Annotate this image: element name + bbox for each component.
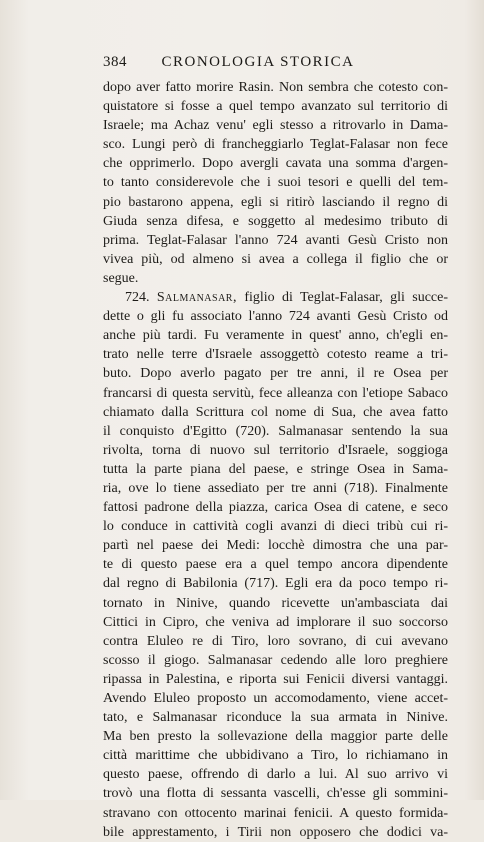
text-line: Cittici in Cipro, che veniva ad implorare il suo soccorso — [103, 614, 448, 630]
text-line: Israele; ma Achaz venu' egli stesso a ritrovarlo in Dama- — [103, 118, 448, 134]
text-line: segue. — [103, 270, 139, 286]
text-line: dopo aver fatto morire Rasin. Non sembra che cotesto con- — [103, 80, 448, 95]
text-line: città marittime che ubbidivano a Tiro, lo richiamano in — [103, 748, 448, 764]
text-line: partì nel paese dei Medi: locchè dimostra che una par- — [103, 538, 448, 554]
text-line: quistatore si fosse a quel tempo avanzato sul territorio di — [103, 99, 448, 115]
text-line: Avendo Eluleo proposto un accomodamento, viene accet- — [103, 691, 448, 706]
page-number: 384 — [103, 54, 127, 70]
text-line: Giuda senza difesa, e soggetto al medesimo tributo di — [103, 213, 448, 229]
text-line: buto. Dopo averlo pagato per tre anni, il re Osea per — [103, 366, 448, 382]
text-line: ripassa in Palestina, e riporta sui Fenicii diversi vantaggi. — [103, 671, 448, 687]
text-line: pio bastarono appena, egli si ritirò lasciando il regno di — [103, 194, 448, 210]
entry-number: 724. — [125, 290, 150, 306]
text-line: bile apprestamento, i Tirii non opposero che dodici va- — [103, 824, 448, 840]
text-line: lo conduce in cattività cogli avanzi di dieci tribù cui ri- — [103, 519, 448, 535]
text-line: rivolta, torna di nuovo sul territorio d'Israele, soggioga — [103, 442, 448, 458]
text-line: ria, ove lo tiene assediato per tre anni (718). Finalmente — [103, 480, 448, 496]
text-line: stravano con ottocento marinai fenicii. A questo formida- — [103, 805, 448, 821]
text-line: te di questo paese era a quel tempo ancora dipendente — [103, 557, 448, 573]
text-line: Ma ben presto la sollevazione della maggior parte delle — [103, 729, 448, 745]
page-header — [103, 54, 413, 74]
text-line: fattosi padrone della piazza, carica Osea di catene, e seco — [103, 500, 448, 516]
paragraph-1 — [103, 78, 448, 288]
text-line: prima. Teglat-Falasar l'anno 724 avanti Gesù Cristo non — [103, 232, 448, 248]
text-line: scosso il giogo. Salmanasar cedendo alle loro preghiere — [103, 652, 448, 668]
text-line: tutta la parte piana del paese, e stringe Osea in Sama- — [103, 461, 448, 477]
text-line: francarsi di questa servitù, fece alleanza con l'etiope Sabaco — [103, 385, 448, 401]
entry-name: Salmanasar, — [156, 290, 237, 306]
body-text — [103, 78, 448, 842]
text-line: che opprimerlo. Dopo avergli cavata una somma d'argen- — [103, 156, 448, 172]
text-line: trato nelle terre d'Israele assoggettò cotesto reame a tri- — [103, 347, 448, 363]
text-line: il conquisto d'Egitto (720). Salmanasar sentendo la sua — [103, 423, 448, 439]
text-line: anche più tardi. Fu veramente in quest' anno, ch'egli en- — [103, 328, 448, 344]
text-line: dal regno di Babilonia (717). Egli era da poco tempo ri- — [103, 576, 448, 592]
text-line: contra Eluleo re di Tiro, loro sovrano, di cui avevano — [103, 633, 448, 649]
running-title: CRONOLOGIA STORICA — [161, 54, 355, 70]
text-line: dette o gli fu associato l'anno 724 avanti Gesù Cristo od — [103, 309, 448, 325]
text-line: sco. Lungi però di francheggiarlo Teglat-Falasar non fece — [103, 137, 448, 153]
paragraph-2 — [103, 288, 448, 842]
text-line: chiamato dalla Scrittura col nome di Sua, che avea fatto — [103, 404, 448, 420]
text-line: questo paese, offrendo di darlo a lui. Al suo arrivo vi — [103, 767, 448, 783]
text-line: to tanto considerevole che i suoi tesori e quelli del tem- — [103, 175, 448, 191]
text-line-lead — [103, 288, 448, 307]
text-line: trovò una flotta di sessanta vascelli, ch'esse gli sommini- — [103, 786, 448, 802]
text-line: tato, e Salmanasar riconduce la sua armata in Ninive. — [103, 710, 448, 726]
entry-lead-text: figlio di Teglat-Falasar, gli succe- — [244, 290, 448, 306]
text-line: tornato in Ninive, quando ricevette un'ambasciata dai — [103, 595, 448, 611]
text-line: vivea più, od almeno si avea a collega il figlio che or — [103, 251, 448, 267]
